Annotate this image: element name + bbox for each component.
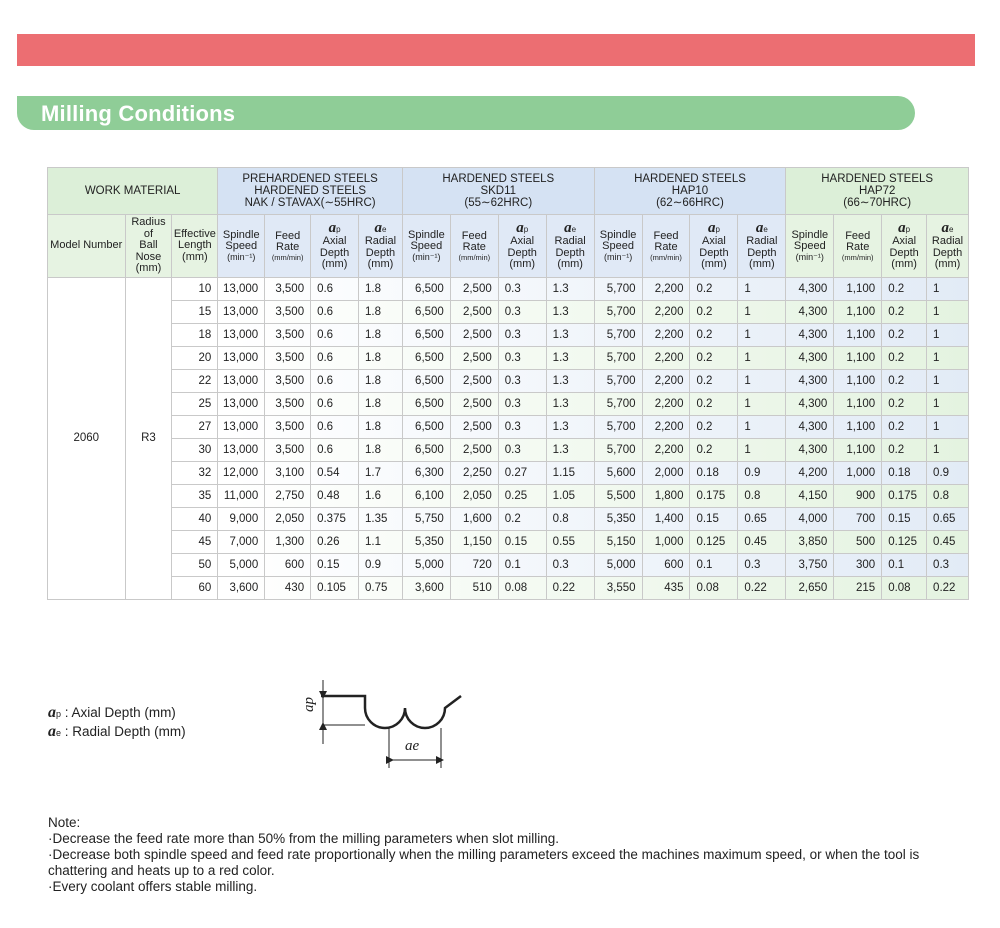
table-cell: 1,100 bbox=[834, 439, 882, 462]
table-cell: 13,000 bbox=[218, 278, 265, 301]
table-cell: 6,500 bbox=[402, 301, 450, 324]
table-cell: 2,500 bbox=[450, 324, 498, 347]
table-cell: 1,100 bbox=[834, 301, 882, 324]
effective-length-cell: 40 bbox=[172, 508, 218, 531]
table-cell: 0.175 bbox=[882, 485, 927, 508]
table-cell: 3,500 bbox=[265, 439, 311, 462]
table-cell: 0.2 bbox=[690, 278, 738, 301]
table-cell: 0.3 bbox=[498, 347, 546, 370]
depth-diagram bbox=[293, 668, 473, 778]
effective-length-cell: 27 bbox=[172, 416, 218, 439]
table-cell: 1,100 bbox=[834, 416, 882, 439]
table-cell: 0.45 bbox=[927, 531, 969, 554]
table-cell: 0.48 bbox=[311, 485, 359, 508]
table-cell: 0.15 bbox=[690, 508, 738, 531]
table-cell: 13,000 bbox=[218, 347, 265, 370]
table-cell: 1.8 bbox=[359, 347, 403, 370]
table-row bbox=[48, 577, 969, 600]
col-header-feed-rate: Feed Rate (mm/min) bbox=[450, 215, 498, 278]
table-cell: 1,100 bbox=[834, 324, 882, 347]
effective-length-cell: 30 bbox=[172, 439, 218, 462]
table-cell: 1.3 bbox=[546, 393, 594, 416]
table-cell: 4,300 bbox=[786, 347, 834, 370]
section-banner bbox=[17, 96, 915, 130]
table-cell: 0.2 bbox=[882, 278, 927, 301]
table-cell: 1.8 bbox=[359, 393, 403, 416]
table-cell: 1.15 bbox=[546, 462, 594, 485]
col-header-radial-depth: ae Radial Depth (mm) bbox=[927, 215, 969, 278]
table-cell: 0.3 bbox=[498, 301, 546, 324]
table-cell: 1 bbox=[738, 278, 786, 301]
table-cell: 0.2 bbox=[690, 301, 738, 324]
table-cell: 4,300 bbox=[786, 439, 834, 462]
table-cell: 0.125 bbox=[882, 531, 927, 554]
table-cell: 435 bbox=[642, 577, 690, 600]
table-cell: 1.7 bbox=[359, 462, 403, 485]
table-cell: 2,500 bbox=[450, 370, 498, 393]
table-cell: 2,200 bbox=[642, 347, 690, 370]
table-cell: 1.3 bbox=[546, 278, 594, 301]
table-cell: 1.3 bbox=[546, 439, 594, 462]
table-cell: 0.54 bbox=[311, 462, 359, 485]
table-cell: 0.22 bbox=[927, 577, 969, 600]
col-header-spindle-speed: Spindle Speed (min⁻¹) bbox=[786, 215, 834, 278]
table-cell: 3,500 bbox=[265, 393, 311, 416]
table-cell: 1.05 bbox=[546, 485, 594, 508]
table-cell: 5,350 bbox=[594, 508, 642, 531]
table-cell: 4,150 bbox=[786, 485, 834, 508]
table-cell: 13,000 bbox=[218, 370, 265, 393]
table-cell: 1 bbox=[738, 347, 786, 370]
table-cell: 1.8 bbox=[359, 278, 403, 301]
table-cell: 6,500 bbox=[402, 324, 450, 347]
table-cell: 1 bbox=[738, 439, 786, 462]
table-cell: 5,350 bbox=[402, 531, 450, 554]
legend-axial-depth: ap : Axial Depth (mm) bbox=[48, 704, 176, 721]
table-cell: 0.9 bbox=[359, 554, 403, 577]
table-cell: 2,500 bbox=[450, 439, 498, 462]
table-cell: 4,300 bbox=[786, 324, 834, 347]
table-cell: 0.2 bbox=[690, 324, 738, 347]
table-cell: 1 bbox=[738, 393, 786, 416]
effective-length-cell: 45 bbox=[172, 531, 218, 554]
table-cell: 1 bbox=[927, 416, 969, 439]
table-cell: 1,000 bbox=[834, 462, 882, 485]
table-cell: 0.375 bbox=[311, 508, 359, 531]
depth-legend bbox=[48, 704, 186, 742]
table-cell: 0.55 bbox=[546, 531, 594, 554]
table-cell: 0.2 bbox=[690, 370, 738, 393]
table-cell: 1.3 bbox=[546, 347, 594, 370]
table-row bbox=[48, 485, 969, 508]
table-cell: 1.8 bbox=[359, 439, 403, 462]
table-cell: 0.45 bbox=[738, 531, 786, 554]
table-cell: 2,000 bbox=[642, 462, 690, 485]
col-header-radial-depth: ae Radial Depth (mm) bbox=[738, 215, 786, 278]
table-cell: 215 bbox=[834, 577, 882, 600]
table-cell: 1,300 bbox=[265, 531, 311, 554]
table-cell: 5,700 bbox=[594, 439, 642, 462]
table-cell: 1,100 bbox=[834, 393, 882, 416]
table-row bbox=[48, 439, 969, 462]
effective-length-cell: 15 bbox=[172, 301, 218, 324]
table-cell: 0.125 bbox=[690, 531, 738, 554]
col-header-effective-length: Effective Length (mm) bbox=[172, 215, 218, 278]
table-cell: 6,300 bbox=[402, 462, 450, 485]
table-cell: 0.6 bbox=[311, 439, 359, 462]
table-cell: 0.27 bbox=[498, 462, 546, 485]
table-cell: 3,600 bbox=[218, 577, 265, 600]
table-cell: 4,200 bbox=[786, 462, 834, 485]
col-header-axial-depth: ap Axial Depth (mm) bbox=[690, 215, 738, 278]
table-cell: 1 bbox=[738, 324, 786, 347]
table-cell: 6,500 bbox=[402, 370, 450, 393]
col-header-spindle-speed: Spindle Speed (min⁻¹) bbox=[218, 215, 265, 278]
table-cell: 1 bbox=[927, 278, 969, 301]
table-cell: 2,200 bbox=[642, 370, 690, 393]
table-cell: 13,000 bbox=[218, 301, 265, 324]
col-header-radial-depth: ae Radial Depth (mm) bbox=[359, 215, 403, 278]
table-cell: 0.8 bbox=[927, 485, 969, 508]
radial-depth-label: ae bbox=[405, 738, 420, 754]
table-cell: 0.2 bbox=[690, 393, 738, 416]
table-cell: 0.8 bbox=[546, 508, 594, 531]
table-cell: 0.15 bbox=[882, 508, 927, 531]
table-cell: 4,000 bbox=[786, 508, 834, 531]
table-cell: 2,200 bbox=[642, 278, 690, 301]
table-cell: 6,500 bbox=[402, 347, 450, 370]
work-material-header: WORK MATERIAL bbox=[48, 168, 218, 215]
table-cell: 5,700 bbox=[594, 324, 642, 347]
table-cell: 5,700 bbox=[594, 278, 642, 301]
table-cell: 720 bbox=[450, 554, 498, 577]
table-cell: 0.15 bbox=[498, 531, 546, 554]
table-cell: 0.25 bbox=[498, 485, 546, 508]
table-cell: 0.175 bbox=[690, 485, 738, 508]
table-cell: 2,250 bbox=[450, 462, 498, 485]
table-cell: 5,700 bbox=[594, 347, 642, 370]
table-cell: 0.8 bbox=[738, 485, 786, 508]
table-row bbox=[48, 278, 969, 301]
table-cell: 0.08 bbox=[690, 577, 738, 600]
table-cell: 13,000 bbox=[218, 324, 265, 347]
table-cell: 0.2 bbox=[882, 393, 927, 416]
table-cell: 0.3 bbox=[498, 324, 546, 347]
table-cell: 4,300 bbox=[786, 301, 834, 324]
table-cell: 11,000 bbox=[218, 485, 265, 508]
table-cell: 1 bbox=[927, 324, 969, 347]
legend-radial-depth: ae : Radial Depth (mm) bbox=[48, 723, 186, 740]
col-header-axial-depth: ap Axial Depth (mm) bbox=[311, 215, 359, 278]
table-cell: 7,000 bbox=[218, 531, 265, 554]
table-cell: 2,200 bbox=[642, 301, 690, 324]
table-cell: 0.6 bbox=[311, 393, 359, 416]
cut-profile-line bbox=[321, 696, 461, 728]
table-cell: 0.65 bbox=[738, 508, 786, 531]
effective-length-cell: 18 bbox=[172, 324, 218, 347]
table-row bbox=[48, 393, 969, 416]
effective-length-cell: 60 bbox=[172, 577, 218, 600]
table-cell: 1 bbox=[738, 301, 786, 324]
col-header-radial-depth: ae Radial Depth (mm) bbox=[546, 215, 594, 278]
table-cell: 1 bbox=[927, 439, 969, 462]
table-cell: 900 bbox=[834, 485, 882, 508]
table-cell: 1.1 bbox=[359, 531, 403, 554]
table-cell: 300 bbox=[834, 554, 882, 577]
table-row bbox=[48, 416, 969, 439]
table-cell: 0.22 bbox=[738, 577, 786, 600]
table-cell: 430 bbox=[265, 577, 311, 600]
table-row bbox=[48, 301, 969, 324]
table-cell: 0.08 bbox=[882, 577, 927, 600]
effective-length-cell: 32 bbox=[172, 462, 218, 485]
table-cell: 5,700 bbox=[594, 416, 642, 439]
table-cell: 5,150 bbox=[594, 531, 642, 554]
table-cell: 5,000 bbox=[218, 554, 265, 577]
table-cell: 5,700 bbox=[594, 370, 642, 393]
notes-section bbox=[48, 815, 973, 895]
group-header-hap10: HARDENED STEELS HAP10 (62∼66HRC) bbox=[594, 168, 786, 215]
table-cell: 2,050 bbox=[450, 485, 498, 508]
table-cell: 0.1 bbox=[498, 554, 546, 577]
table-cell: 0.3 bbox=[546, 554, 594, 577]
effective-length-cell: 25 bbox=[172, 393, 218, 416]
effective-length-cell: 22 bbox=[172, 370, 218, 393]
table-cell: 5,500 bbox=[594, 485, 642, 508]
note-item: ·Every coolant offers stable milling. bbox=[48, 879, 258, 894]
table-cell: 1,000 bbox=[642, 531, 690, 554]
model-number-cell: 2060 bbox=[48, 278, 126, 600]
col-header-feed-rate: Feed Rate (mm/min) bbox=[834, 215, 882, 278]
table-cell: 0.18 bbox=[690, 462, 738, 485]
table-cell: 2,650 bbox=[786, 577, 834, 600]
table-cell: 1 bbox=[927, 370, 969, 393]
note-item: ·Decrease the feed rate more than 50% from the milling parameters when slot milling. bbox=[48, 831, 559, 846]
table-cell: 13,000 bbox=[218, 439, 265, 462]
col-header-model-number: Model Number bbox=[48, 215, 126, 278]
table-cell: 5,000 bbox=[594, 554, 642, 577]
table-cell: 0.2 bbox=[882, 324, 927, 347]
table-cell: 1,600 bbox=[450, 508, 498, 531]
table-cell: 0.1 bbox=[690, 554, 738, 577]
table-row bbox=[48, 370, 969, 393]
table-cell: 0.2 bbox=[882, 301, 927, 324]
table-cell: 6,100 bbox=[402, 485, 450, 508]
col-header-radius: Radius of Ball Nose (mm) bbox=[125, 215, 172, 278]
table-cell: 0.2 bbox=[690, 439, 738, 462]
table-cell: 2,500 bbox=[450, 301, 498, 324]
table-cell: 0.6 bbox=[311, 347, 359, 370]
table-cell: 0.6 bbox=[311, 278, 359, 301]
table-cell: 3,500 bbox=[265, 370, 311, 393]
table-cell: 1.3 bbox=[546, 324, 594, 347]
table-cell: 6,500 bbox=[402, 439, 450, 462]
table-cell: 2,750 bbox=[265, 485, 311, 508]
table-cell: 0.2 bbox=[690, 347, 738, 370]
table-cell: 700 bbox=[834, 508, 882, 531]
table-cell: 2,500 bbox=[450, 393, 498, 416]
table-cell: 4,300 bbox=[786, 278, 834, 301]
group-header-skd11: HARDENED STEELS SKD11 (55∼62HRC) bbox=[402, 168, 594, 215]
radius-cell: R3 bbox=[125, 278, 172, 600]
milling-conditions-table bbox=[47, 167, 969, 600]
table-cell: 1.35 bbox=[359, 508, 403, 531]
table-cell: 0.22 bbox=[546, 577, 594, 600]
table-cell: 3,100 bbox=[265, 462, 311, 485]
table-cell: 0.3 bbox=[498, 439, 546, 462]
table-cell: 0.2 bbox=[882, 416, 927, 439]
table-cell: 12,000 bbox=[218, 462, 265, 485]
table-cell: 2,500 bbox=[450, 416, 498, 439]
table-cell: 0.3 bbox=[738, 554, 786, 577]
table-cell: 6,500 bbox=[402, 278, 450, 301]
table-cell: 1,150 bbox=[450, 531, 498, 554]
section-title: Milling Conditions bbox=[41, 101, 236, 126]
table-cell: 5,700 bbox=[594, 301, 642, 324]
table-cell: 2,200 bbox=[642, 439, 690, 462]
table-cell: 510 bbox=[450, 577, 498, 600]
top-accent-bar bbox=[17, 34, 975, 66]
table-cell: 0.6 bbox=[311, 301, 359, 324]
table-cell: 1,400 bbox=[642, 508, 690, 531]
table-cell: 1 bbox=[927, 347, 969, 370]
table-cell: 0.65 bbox=[927, 508, 969, 531]
table-row bbox=[48, 347, 969, 370]
table-cell: 0.105 bbox=[311, 577, 359, 600]
table-row bbox=[48, 462, 969, 485]
table-cell: 0.2 bbox=[882, 439, 927, 462]
table-cell: 0.6 bbox=[311, 370, 359, 393]
col-header-spindle-speed: Spindle Speed (min⁻¹) bbox=[594, 215, 642, 278]
table-cell: 5,600 bbox=[594, 462, 642, 485]
col-header-spindle-speed: Spindle Speed (min⁻¹) bbox=[402, 215, 450, 278]
table-cell: 9,000 bbox=[218, 508, 265, 531]
table-cell: 5,000 bbox=[402, 554, 450, 577]
table-cell: 4,300 bbox=[786, 393, 834, 416]
table-cell: 3,850 bbox=[786, 531, 834, 554]
table-row bbox=[48, 508, 969, 531]
table-cell: 0.6 bbox=[311, 324, 359, 347]
table-cell: 0.26 bbox=[311, 531, 359, 554]
table-cell: 0.2 bbox=[498, 508, 546, 531]
table-cell: 0.3 bbox=[498, 416, 546, 439]
table-cell: 1.3 bbox=[546, 301, 594, 324]
table-cell: 5,700 bbox=[594, 393, 642, 416]
table-cell: 4,300 bbox=[786, 370, 834, 393]
table-cell: 0.9 bbox=[927, 462, 969, 485]
effective-length-cell: 50 bbox=[172, 554, 218, 577]
table-cell: 1 bbox=[738, 370, 786, 393]
table-cell: 0.3 bbox=[498, 370, 546, 393]
table-cell: 1 bbox=[738, 416, 786, 439]
table-cell: 1,100 bbox=[834, 370, 882, 393]
axial-depth-label: ap bbox=[301, 697, 317, 712]
table-cell: 3,500 bbox=[265, 347, 311, 370]
table-row bbox=[48, 324, 969, 347]
table-cell: 0.15 bbox=[311, 554, 359, 577]
table-cell: 4,300 bbox=[786, 416, 834, 439]
table-cell: 1.8 bbox=[359, 301, 403, 324]
table-cell: 0.08 bbox=[498, 577, 546, 600]
table-cell: 600 bbox=[642, 554, 690, 577]
table-cell: 2,200 bbox=[642, 393, 690, 416]
table-cell: 1,100 bbox=[834, 347, 882, 370]
table-cell: 600 bbox=[265, 554, 311, 577]
table-cell: 13,000 bbox=[218, 393, 265, 416]
table-cell: 3,550 bbox=[594, 577, 642, 600]
col-header-axial-depth: ap Axial Depth (mm) bbox=[498, 215, 546, 278]
table-cell: 0.1 bbox=[882, 554, 927, 577]
table-cell: 3,600 bbox=[402, 577, 450, 600]
table-cell: 2,050 bbox=[265, 508, 311, 531]
note-item: ·Decrease both spindle speed and feed rate proportionally when the milling parameters exceed the machines maximum speed, or when the tool is chattering and heats up to a red color. bbox=[48, 847, 920, 878]
group-header-nak-stavax: PREHARDENED STEELS HARDENED STEELS NAK / STAVAX(∼55HRC) bbox=[218, 168, 403, 215]
table-cell: 0.75 bbox=[359, 577, 403, 600]
table-cell: 5,750 bbox=[402, 508, 450, 531]
table-cell: 0.9 bbox=[738, 462, 786, 485]
note-title: Note: bbox=[48, 815, 81, 830]
table-cell: 0.18 bbox=[882, 462, 927, 485]
table-cell: 0.6 bbox=[311, 416, 359, 439]
table-cell: 0.2 bbox=[882, 347, 927, 370]
effective-length-cell: 20 bbox=[172, 347, 218, 370]
table-cell: 1,100 bbox=[834, 278, 882, 301]
col-header-feed-rate: Feed Rate (mm/min) bbox=[642, 215, 690, 278]
table-cell: 0.3 bbox=[498, 393, 546, 416]
table-cell: 0.3 bbox=[498, 278, 546, 301]
table-cell: 1.3 bbox=[546, 416, 594, 439]
table-cell: 3,750 bbox=[786, 554, 834, 577]
table-cell: 0.3 bbox=[927, 554, 969, 577]
table-cell: 6,500 bbox=[402, 416, 450, 439]
table-cell: 6,500 bbox=[402, 393, 450, 416]
col-header-feed-rate: Feed Rate (mm/min) bbox=[265, 215, 311, 278]
table-cell: 2,500 bbox=[450, 347, 498, 370]
table-cell: 2,200 bbox=[642, 324, 690, 347]
table-cell: 3,500 bbox=[265, 278, 311, 301]
table-row bbox=[48, 531, 969, 554]
effective-length-cell: 10 bbox=[172, 278, 218, 301]
table-row bbox=[48, 554, 969, 577]
table-cell: 1.8 bbox=[359, 416, 403, 439]
table-cell: 13,000 bbox=[218, 416, 265, 439]
table-cell: 3,500 bbox=[265, 416, 311, 439]
col-header-axial-depth: ap Axial Depth (mm) bbox=[882, 215, 927, 278]
table-cell: 1.3 bbox=[546, 370, 594, 393]
table-cell: 1,800 bbox=[642, 485, 690, 508]
table-cell: 3,500 bbox=[265, 324, 311, 347]
table-cell: 1.6 bbox=[359, 485, 403, 508]
table-cell: 500 bbox=[834, 531, 882, 554]
table-cell: 1.8 bbox=[359, 324, 403, 347]
group-header-hap72: HARDENED STEELS HAP72 (66∼70HRC) bbox=[786, 168, 969, 215]
table-cell: 2,500 bbox=[450, 278, 498, 301]
effective-length-cell: 35 bbox=[172, 485, 218, 508]
table-cell: 3,500 bbox=[265, 301, 311, 324]
table-cell: 0.2 bbox=[882, 370, 927, 393]
table-cell: 2,200 bbox=[642, 416, 690, 439]
table-cell: 1 bbox=[927, 393, 969, 416]
table-cell: 1 bbox=[927, 301, 969, 324]
table-cell: 1.8 bbox=[359, 370, 403, 393]
table-cell: 0.2 bbox=[690, 416, 738, 439]
